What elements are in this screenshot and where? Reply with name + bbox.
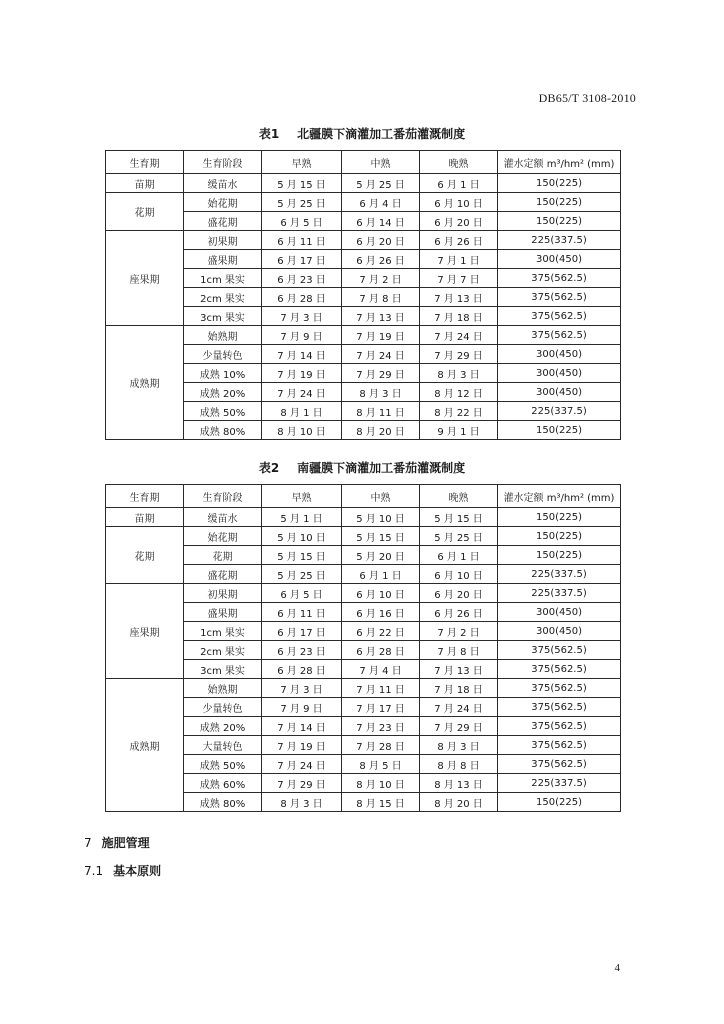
late-maturity-date: 9 月 1 日 [420,421,498,440]
table1-col-header: 生育阶段 [184,151,262,174]
irrigation-quota-cell: 225(337.5) [498,774,621,793]
table-row [106,288,621,307]
growth-stage-cell: 初果期 [184,231,262,250]
mid-maturity-date: 6 月 22 日 [342,622,420,641]
mid-maturity-date: 7 月 4 日 [342,660,420,679]
late-maturity-date: 7 月 13 日 [420,288,498,307]
mid-maturity-date: 7 月 28 日 [342,736,420,755]
late-maturity-date: 7 月 24 日 [420,326,498,345]
irrigation-quota-cell: 375(562.5) [498,736,621,755]
early-maturity-date: 7 月 14 日 [262,717,342,736]
table-row [106,345,621,364]
growth-stage-cell: 成熟 20% [184,717,262,736]
early-maturity-date: 6 月 11 日 [262,231,342,250]
growth-period-cell: 苗期 [106,174,184,193]
table2-col-header: 晚熟 [420,485,498,508]
table-row [106,269,621,288]
irrigation-quota-cell: 300(450) [498,622,621,641]
early-maturity-date: 6 月 5 日 [262,212,342,231]
irrigation-quota-cell: 300(450) [498,603,621,622]
growth-period-cell: 苗期 [106,508,184,527]
mid-maturity-date: 6 月 16 日 [342,603,420,622]
table1-col-header: 早熟 [262,151,342,174]
late-maturity-date: 7 月 7 日 [420,269,498,288]
table-row [106,774,621,793]
page-number: 4 [614,962,620,974]
irrigation-quota-cell: 300(450) [498,345,621,364]
irrigation-quota-cell: 300(450) [498,383,621,402]
growth-stage-cell: 盛花期 [184,212,262,231]
growth-stage-cell: 盛果期 [184,603,262,622]
mid-maturity-date: 6 月 1 日 [342,565,420,584]
irrigation-quota-cell: 375(562.5) [498,698,621,717]
irrigation-quota-cell: 300(450) [498,364,621,383]
table1-caption-number: 表1 [258,127,280,141]
late-maturity-date: 7 月 29 日 [420,345,498,364]
late-maturity-date: 7 月 18 日 [420,307,498,326]
table-row [106,212,621,231]
irrigation-quota-cell: 150(225) [498,508,621,527]
mid-maturity-date: 7 月 19 日 [342,326,420,345]
irrigation-quota-cell: 150(225) [498,421,621,440]
table1-caption [0,125,724,142]
early-maturity-date: 6 月 28 日 [262,660,342,679]
table-row [106,660,621,679]
mid-maturity-date: 5 月 20 日 [342,546,420,565]
early-maturity-date: 7 月 19 日 [262,736,342,755]
growth-stage-cell: 2cm 果实 [184,288,262,307]
growth-stage-cell: 成熟 20% [184,383,262,402]
table-row [106,679,621,698]
early-maturity-date: 5 月 10 日 [262,527,342,546]
table-row [106,250,621,269]
late-maturity-date: 6 月 26 日 [420,231,498,250]
table-row [106,698,621,717]
late-maturity-date: 8 月 12 日 [420,383,498,402]
growth-stage-cell: 大量转色 [184,736,262,755]
late-maturity-date: 6 月 20 日 [420,584,498,603]
early-maturity-date: 7 月 9 日 [262,698,342,717]
growth-stage-cell: 盛果期 [184,250,262,269]
mid-maturity-date: 8 月 20 日 [342,421,420,440]
irrigation-quota-cell: 150(225) [498,193,621,212]
table-row [106,622,621,641]
table1-col-header: 灌水定额 m³/hm² (mm) [498,151,621,174]
growth-stage-cell: 成熟 80% [184,421,262,440]
irrigation-quota-cell: 375(562.5) [498,717,621,736]
growth-stage-cell: 成熟 60% [184,774,262,793]
mid-maturity-date: 7 月 8 日 [342,288,420,307]
irrigation-quota-cell: 150(225) [498,212,621,231]
irrigation-quota-cell: 150(225) [498,546,621,565]
irrigation-quota-cell: 375(562.5) [498,288,621,307]
mid-maturity-date: 6 月 28 日 [342,641,420,660]
growth-stage-cell: 少量转色 [184,698,262,717]
late-maturity-date: 7 月 2 日 [420,622,498,641]
early-maturity-date: 7 月 3 日 [262,679,342,698]
irrigation-quota-cell: 375(562.5) [498,307,621,326]
growth-period-cell: 座果期 [106,584,184,679]
irrigation-quota-cell: 225(337.5) [498,565,621,584]
late-maturity-date: 6 月 1 日 [420,546,498,565]
document-code: DB65/T 3108-2010 [538,91,636,105]
early-maturity-date: 5 月 15 日 [262,546,342,565]
table-row [106,717,621,736]
table2 [105,484,621,812]
early-maturity-date: 8 月 10 日 [262,421,342,440]
table2-caption [0,459,724,476]
early-maturity-date: 8 月 3 日 [262,793,342,812]
table-row [106,546,621,565]
growth-stage-cell: 少量转色 [184,345,262,364]
table1-body [106,174,621,440]
early-maturity-date: 8 月 1 日 [262,402,342,421]
mid-maturity-date: 8 月 10 日 [342,774,420,793]
section-title: 施肥管理 [101,836,150,850]
mid-maturity-date: 7 月 23 日 [342,717,420,736]
table1-caption-title: 北疆膜下滴灌加工番茄灌溉制度 [297,127,466,141]
mid-maturity-date: 7 月 29 日 [342,364,420,383]
irrigation-quota-cell: 375(562.5) [498,755,621,774]
late-maturity-date: 8 月 20 日 [420,793,498,812]
mid-maturity-date: 7 月 13 日 [342,307,420,326]
table2-col-header: 生育期 [106,485,184,508]
mid-maturity-date: 6 月 20 日 [342,231,420,250]
table2-caption-number: 表2 [258,461,280,475]
early-maturity-date: 7 月 3 日 [262,307,342,326]
table-row [106,326,621,345]
early-maturity-date: 7 月 19 日 [262,364,342,383]
table-row [106,603,621,622]
late-maturity-date: 5 月 25 日 [420,527,498,546]
late-maturity-date: 7 月 24 日 [420,698,498,717]
growth-stage-cell: 缓苗水 [184,508,262,527]
table-row [106,402,621,421]
late-maturity-date: 6 月 10 日 [420,193,498,212]
table2-col-header: 早熟 [262,485,342,508]
table2-col-header: 灌水定额 m³/hm² (mm) [498,485,621,508]
growth-stage-cell: 始熟期 [184,326,262,345]
early-maturity-date: 5 月 15 日 [262,174,342,193]
late-maturity-date: 7 月 1 日 [420,250,498,269]
mid-maturity-date: 8 月 15 日 [342,793,420,812]
early-maturity-date: 5 月 25 日 [262,193,342,212]
mid-maturity-date: 5 月 25 日 [342,174,420,193]
growth-stage-cell: 成熟 80% [184,793,262,812]
growth-stage-cell: 成熟 50% [184,402,262,421]
table1-col-header: 晚熟 [420,151,498,174]
section-number: 7 [84,836,92,850]
growth-stage-cell: 缓苗水 [184,174,262,193]
growth-stage-cell: 3cm 果实 [184,660,262,679]
early-maturity-date: 6 月 5 日 [262,584,342,603]
mid-maturity-date: 8 月 5 日 [342,755,420,774]
late-maturity-date: 8 月 3 日 [420,364,498,383]
table-row [106,231,621,250]
table2-col-header: 中熟 [342,485,420,508]
late-maturity-date: 5 月 15 日 [420,508,498,527]
growth-stage-cell: 成熟 50% [184,755,262,774]
late-maturity-date: 7 月 8 日 [420,641,498,660]
late-maturity-date: 6 月 10 日 [420,565,498,584]
early-maturity-date: 6 月 17 日 [262,250,342,269]
table-row [106,307,621,326]
growth-period-cell: 座果期 [106,231,184,326]
table2-body [106,508,621,812]
section-title: 基本原则 [113,864,162,878]
mid-maturity-date: 5 月 15 日 [342,527,420,546]
early-maturity-date: 6 月 28 日 [262,288,342,307]
late-maturity-date: 6 月 26 日 [420,603,498,622]
table1-col-header: 中熟 [342,151,420,174]
mid-maturity-date: 7 月 11 日 [342,679,420,698]
late-maturity-date: 6 月 1 日 [420,174,498,193]
growth-stage-cell: 1cm 果实 [184,622,262,641]
early-maturity-date: 6 月 17 日 [262,622,342,641]
mid-maturity-date: 6 月 4 日 [342,193,420,212]
growth-stage-cell: 3cm 果实 [184,307,262,326]
early-maturity-date: 7 月 24 日 [262,755,342,774]
table1-header-row [106,151,621,174]
irrigation-quota-cell: 225(337.5) [498,402,621,421]
table2-col-header: 生育阶段 [184,485,262,508]
early-maturity-date: 7 月 29 日 [262,774,342,793]
table-row [106,508,621,527]
mid-maturity-date: 7 月 24 日 [342,345,420,364]
table-row [106,193,621,212]
growth-period-cell: 成熟期 [106,326,184,440]
section-7-1-heading [84,862,161,879]
irrigation-quota-cell: 300(450) [498,250,621,269]
growth-stage-cell: 花期 [184,546,262,565]
late-maturity-date: 7 月 29 日 [420,717,498,736]
section-number: 7.1 [84,864,104,878]
table-row [106,527,621,546]
irrigation-quota-cell: 225(337.5) [498,231,621,250]
growth-stage-cell: 2cm 果实 [184,641,262,660]
early-maturity-date: 6 月 23 日 [262,269,342,288]
table1-col-header: 生育期 [106,151,184,174]
irrigation-quota-cell: 375(562.5) [498,326,621,345]
table-row [106,565,621,584]
mid-maturity-date: 8 月 11 日 [342,402,420,421]
irrigation-quota-cell: 225(337.5) [498,584,621,603]
mid-maturity-date: 5 月 10 日 [342,508,420,527]
irrigation-quota-cell: 150(225) [498,793,621,812]
growth-stage-cell: 盛花期 [184,565,262,584]
growth-stage-cell: 始花期 [184,527,262,546]
table2-header-row [106,485,621,508]
early-maturity-date: 5 月 1 日 [262,508,342,527]
late-maturity-date: 6 月 20 日 [420,212,498,231]
mid-maturity-date: 8 月 3 日 [342,383,420,402]
early-maturity-date: 7 月 24 日 [262,383,342,402]
table-row [106,584,621,603]
late-maturity-date: 8 月 13 日 [420,774,498,793]
late-maturity-date: 8 月 22 日 [420,402,498,421]
irrigation-quota-cell: 375(562.5) [498,641,621,660]
irrigation-quota-cell: 150(225) [498,527,621,546]
mid-maturity-date: 6 月 10 日 [342,584,420,603]
early-maturity-date: 6 月 11 日 [262,603,342,622]
growth-period-cell: 花期 [106,527,184,584]
irrigation-quota-cell: 150(225) [498,174,621,193]
mid-maturity-date: 6 月 26 日 [342,250,420,269]
growth-stage-cell: 成熟 10% [184,364,262,383]
irrigation-quota-cell: 375(562.5) [498,269,621,288]
table-row [106,174,621,193]
irrigation-quota-cell: 375(562.5) [498,660,621,679]
table-row [106,421,621,440]
section-7-heading [84,834,150,851]
late-maturity-date: 7 月 13 日 [420,660,498,679]
growth-stage-cell: 1cm 果实 [184,269,262,288]
growth-stage-cell: 初果期 [184,584,262,603]
table2-caption-title: 南疆膜下滴灌加工番茄灌溉制度 [297,461,466,475]
table-row [106,736,621,755]
irrigation-quota-cell: 375(562.5) [498,679,621,698]
early-maturity-date: 7 月 9 日 [262,326,342,345]
growth-period-cell: 成熟期 [106,679,184,812]
early-maturity-date: 6 月 23 日 [262,641,342,660]
table-row [106,755,621,774]
mid-maturity-date: 7 月 17 日 [342,698,420,717]
late-maturity-date: 8 月 8 日 [420,755,498,774]
late-maturity-date: 8 月 3 日 [420,736,498,755]
growth-stage-cell: 始熟期 [184,679,262,698]
table-row [106,641,621,660]
table1 [105,150,621,440]
early-maturity-date: 5 月 25 日 [262,565,342,584]
table-row [106,364,621,383]
table-row [106,383,621,402]
growth-period-cell: 花期 [106,193,184,231]
growth-stage-cell: 始花期 [184,193,262,212]
early-maturity-date: 7 月 14 日 [262,345,342,364]
late-maturity-date: 7 月 18 日 [420,679,498,698]
table-row [106,793,621,812]
mid-maturity-date: 7 月 2 日 [342,269,420,288]
mid-maturity-date: 6 月 14 日 [342,212,420,231]
